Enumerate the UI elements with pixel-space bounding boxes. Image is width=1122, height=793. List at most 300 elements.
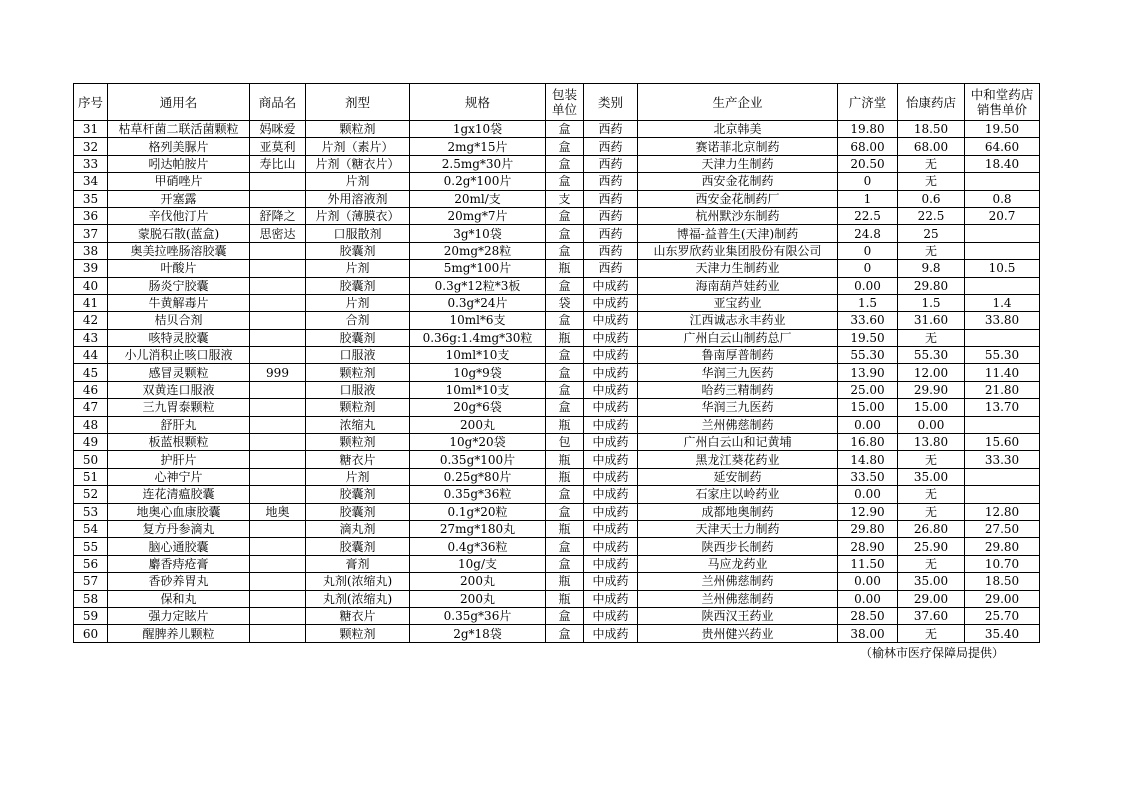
cell-dosage-form: 胶囊剂 (306, 277, 410, 294)
cell-price-zhonghetang: 1.4 (965, 294, 1040, 311)
cell-specification: 0.1g*20粒 (410, 503, 546, 520)
table-row (74, 381, 1040, 398)
cell-price-guangjitang: 1.5 (838, 294, 898, 311)
cell-manufacturer: 赛诺菲北京制药 (638, 138, 838, 155)
cell-category: 中成药 (584, 434, 638, 451)
cell-dosage-form: 糖衣片 (306, 451, 410, 468)
cell-manufacturer: 兰州佛慈制药 (638, 573, 838, 590)
cell-index: 35 (74, 190, 108, 207)
cell-index: 53 (74, 503, 108, 520)
table-row (74, 503, 1040, 520)
cell-dosage-form: 口服散剂 (306, 225, 410, 242)
cell-price-yikang: 15.00 (898, 399, 965, 416)
price-table (73, 83, 1040, 643)
cell-index: 33 (74, 155, 108, 172)
cell-manufacturer: 华润三九医药 (638, 364, 838, 381)
cell-category: 西药 (584, 242, 638, 259)
cell-index: 32 (74, 138, 108, 155)
cell-package-unit: 盒 (546, 555, 584, 572)
cell-category: 中成药 (584, 590, 638, 607)
table-row (74, 538, 1040, 555)
cell-generic-name: 辛伐他汀片 (108, 207, 250, 224)
table-row (74, 520, 1040, 537)
cell-brand-name: 妈咪爱 (250, 121, 306, 138)
cell-index: 49 (74, 434, 108, 451)
cell-brand-name (250, 312, 306, 329)
cell-price-yikang: 无 (898, 503, 965, 520)
cell-price-yikang: 55.30 (898, 347, 965, 364)
cell-category: 西药 (584, 173, 638, 190)
table-row (74, 294, 1040, 311)
cell-manufacturer: 博福-益普生(天津)制药 (638, 225, 838, 242)
cell-price-yikang: 0.6 (898, 190, 965, 207)
cell-package-unit: 瓶 (546, 329, 584, 346)
table-row (74, 607, 1040, 624)
cell-price-guangjitang: 15.00 (838, 399, 898, 416)
table-row (74, 625, 1040, 642)
cell-price-zhonghetang: 29.80 (965, 538, 1040, 555)
cell-price-guangjitang: 28.90 (838, 538, 898, 555)
cell-dosage-form: 片剂 (306, 294, 410, 311)
cell-dosage-form: 胶囊剂 (306, 486, 410, 503)
cell-manufacturer: 哈药三精制药 (638, 381, 838, 398)
cell-generic-name: 牛黄解毒片 (108, 294, 250, 311)
cell-index: 31 (74, 121, 108, 138)
table-row (74, 277, 1040, 294)
cell-generic-name: 桔贝合剂 (108, 312, 250, 329)
cell-price-guangjitang: 28.50 (838, 607, 898, 624)
table-row (74, 312, 1040, 329)
cell-dosage-form: 胶囊剂 (306, 329, 410, 346)
cell-price-guangjitang: 0.00 (838, 277, 898, 294)
cell-price-zhonghetang: 18.40 (965, 155, 1040, 172)
cell-category: 中成药 (584, 294, 638, 311)
table-row (74, 173, 1040, 190)
cell-manufacturer: 海南葫芦娃药业 (638, 277, 838, 294)
header-category: 类别 (584, 84, 638, 121)
cell-price-yikang: 0.00 (898, 416, 965, 433)
cell-specification: 10g*9袋 (410, 364, 546, 381)
table-body (74, 121, 1040, 643)
cell-manufacturer: 贵州健兴药业 (638, 625, 838, 642)
cell-specification: 10g/支 (410, 555, 546, 572)
cell-dosage-form: 口服液 (306, 347, 410, 364)
cell-manufacturer: 天津天士力制药 (638, 520, 838, 537)
cell-package-unit: 盒 (546, 364, 584, 381)
cell-package-unit: 支 (546, 190, 584, 207)
cell-package-unit: 盒 (546, 277, 584, 294)
cell-manufacturer: 天津力生制药 (638, 155, 838, 172)
cell-price-guangjitang: 25.00 (838, 381, 898, 398)
cell-price-zhonghetang (965, 225, 1040, 242)
cell-brand-name: 舒降之 (250, 207, 306, 224)
cell-index: 54 (74, 520, 108, 537)
cell-generic-name: 复方丹参滴丸 (108, 520, 250, 537)
cell-category: 中成药 (584, 520, 638, 537)
cell-dosage-form: 胶囊剂 (306, 503, 410, 520)
cell-specification: 0.25g*80片 (410, 468, 546, 485)
cell-index: 52 (74, 486, 108, 503)
table-row (74, 468, 1040, 485)
cell-index: 56 (74, 555, 108, 572)
cell-brand-name (250, 520, 306, 537)
cell-price-guangjitang: 19.80 (838, 121, 898, 138)
table-row (74, 590, 1040, 607)
cell-price-guangjitang: 22.5 (838, 207, 898, 224)
cell-manufacturer: 亚宝药业 (638, 294, 838, 311)
cell-generic-name: 强力定眩片 (108, 607, 250, 624)
cell-category: 西药 (584, 260, 638, 277)
table-row (74, 225, 1040, 242)
cell-specification: 200丸 (410, 590, 546, 607)
cell-price-zhonghetang (965, 416, 1040, 433)
cell-price-yikang: 68.00 (898, 138, 965, 155)
cell-specification: 0.35g*36片 (410, 607, 546, 624)
cell-dosage-form: 颗粒剂 (306, 625, 410, 642)
cell-generic-name: 保和丸 (108, 590, 250, 607)
cell-index: 40 (74, 277, 108, 294)
cell-manufacturer: 广州白云山制药总厂 (638, 329, 838, 346)
cell-price-yikang: 22.5 (898, 207, 965, 224)
cell-dosage-form: 片剂 (306, 260, 410, 277)
cell-specification: 20mg*28粒 (410, 242, 546, 259)
cell-package-unit: 瓶 (546, 590, 584, 607)
cell-manufacturer: 西安金花制药 (638, 173, 838, 190)
cell-specification: 10ml*10支 (410, 347, 546, 364)
cell-package-unit: 盒 (546, 225, 584, 242)
cell-generic-name: 板蓝根颗粒 (108, 434, 250, 451)
cell-package-unit: 盒 (546, 381, 584, 398)
cell-price-yikang: 无 (898, 451, 965, 468)
cell-category: 西药 (584, 190, 638, 207)
cell-price-yikang: 25 (898, 225, 965, 242)
cell-price-guangjitang: 0 (838, 242, 898, 259)
cell-price-guangjitang: 33.60 (838, 312, 898, 329)
cell-category: 西药 (584, 155, 638, 172)
cell-brand-name (250, 590, 306, 607)
cell-dosage-form: 膏剂 (306, 555, 410, 572)
cell-index: 55 (74, 538, 108, 555)
cell-package-unit: 瓶 (546, 416, 584, 433)
cell-dosage-form: 片剂（素片） (306, 138, 410, 155)
cell-category: 中成药 (584, 573, 638, 590)
cell-generic-name: 奥美拉唑肠溶胶囊 (108, 242, 250, 259)
cell-price-yikang: 无 (898, 242, 965, 259)
cell-manufacturer: 陕西汉王药业 (638, 607, 838, 624)
cell-price-zhonghetang (965, 173, 1040, 190)
table-row (74, 434, 1040, 451)
cell-index: 51 (74, 468, 108, 485)
cell-price-zhonghetang (965, 242, 1040, 259)
cell-dosage-form: 颗粒剂 (306, 399, 410, 416)
cell-dosage-form: 片剂（糖衣片） (306, 155, 410, 172)
cell-brand-name (250, 381, 306, 398)
cell-generic-name: 蒙脱石散(蓝盒) (108, 225, 250, 242)
cell-specification: 200丸 (410, 416, 546, 433)
cell-brand-name: 思密达 (250, 225, 306, 242)
cell-brand-name (250, 347, 306, 364)
cell-package-unit: 瓶 (546, 468, 584, 485)
cell-package-unit: 盒 (546, 538, 584, 555)
cell-generic-name: 吲达帕胺片 (108, 155, 250, 172)
cell-generic-name: 感冒灵颗粒 (108, 364, 250, 381)
cell-price-zhonghetang: 11.40 (965, 364, 1040, 381)
cell-price-guangjitang: 16.80 (838, 434, 898, 451)
cell-generic-name: 醒脾养儿颗粒 (108, 625, 250, 642)
cell-package-unit: 盒 (546, 121, 584, 138)
cell-brand-name (250, 468, 306, 485)
cell-price-zhonghetang: 12.80 (965, 503, 1040, 520)
cell-dosage-form: 颗粒剂 (306, 434, 410, 451)
table-row (74, 121, 1040, 138)
cell-price-guangjitang: 0.00 (838, 590, 898, 607)
cell-dosage-form: 滴丸剂 (306, 520, 410, 537)
cell-price-guangjitang: 0 (838, 173, 898, 190)
cell-specification: 10ml*10支 (410, 381, 546, 398)
cell-index: 47 (74, 399, 108, 416)
cell-price-yikang: 35.00 (898, 573, 965, 590)
cell-package-unit: 盒 (546, 138, 584, 155)
cell-specification: 0.36g:1.4mg*30粒 (410, 329, 546, 346)
cell-price-guangjitang: 33.50 (838, 468, 898, 485)
cell-specification: 0.2g*100片 (410, 173, 546, 190)
cell-dosage-form: 浓缩丸 (306, 416, 410, 433)
cell-price-guangjitang: 1 (838, 190, 898, 207)
cell-brand-name (250, 555, 306, 572)
cell-price-zhonghetang: 35.40 (965, 625, 1040, 642)
table-row (74, 555, 1040, 572)
cell-specification: 0.4g*36粒 (410, 538, 546, 555)
cell-package-unit: 盒 (546, 607, 584, 624)
cell-price-zhonghetang: 55.30 (965, 347, 1040, 364)
cell-category: 中成药 (584, 468, 638, 485)
cell-generic-name: 心神宁片 (108, 468, 250, 485)
cell-price-guangjitang: 0.00 (838, 416, 898, 433)
cell-index: 34 (74, 173, 108, 190)
cell-dosage-form: 外用溶液剂 (306, 190, 410, 207)
cell-category: 中成药 (584, 451, 638, 468)
table-row (74, 347, 1040, 364)
cell-dosage-form: 口服液 (306, 381, 410, 398)
cell-generic-name: 连花清瘟胶囊 (108, 486, 250, 503)
cell-category: 中成药 (584, 277, 638, 294)
cell-brand-name: 寿比山 (250, 155, 306, 172)
cell-price-zhonghetang (965, 468, 1040, 485)
cell-price-yikang: 无 (898, 173, 965, 190)
cell-generic-name: 三九胃泰颗粒 (108, 399, 250, 416)
cell-manufacturer: 杭州默沙东制药 (638, 207, 838, 224)
header-price-guangjitang: 广济堂 (838, 84, 898, 121)
cell-specification: 20mg*7片 (410, 207, 546, 224)
cell-package-unit: 盒 (546, 155, 584, 172)
cell-price-yikang: 29.80 (898, 277, 965, 294)
cell-manufacturer: 江西诚志永丰药业 (638, 312, 838, 329)
cell-brand-name (250, 451, 306, 468)
header-index: 序号 (74, 84, 108, 121)
cell-generic-name: 舒肝丸 (108, 416, 250, 433)
cell-price-guangjitang: 0.00 (838, 573, 898, 590)
cell-price-guangjitang: 13.90 (838, 364, 898, 381)
cell-brand-name (250, 242, 306, 259)
cell-index: 44 (74, 347, 108, 364)
cell-category: 中成药 (584, 503, 638, 520)
cell-price-yikang: 37.60 (898, 607, 965, 624)
cell-price-zhonghetang (965, 486, 1040, 503)
cell-brand-name (250, 173, 306, 190)
table-row (74, 260, 1040, 277)
table-row (74, 399, 1040, 416)
cell-generic-name: 小儿消积止咳口服液 (108, 347, 250, 364)
cell-generic-name: 脑心通胶囊 (108, 538, 250, 555)
cell-price-guangjitang: 14.80 (838, 451, 898, 468)
cell-price-zhonghetang: 29.00 (965, 590, 1040, 607)
cell-price-yikang: 无 (898, 555, 965, 572)
table-row (74, 138, 1040, 155)
cell-package-unit: 包 (546, 434, 584, 451)
cell-dosage-form: 丸剂(浓缩丸) (306, 573, 410, 590)
cell-price-zhonghetang: 33.80 (965, 312, 1040, 329)
cell-price-guangjitang: 20.50 (838, 155, 898, 172)
cell-price-yikang: 无 (898, 625, 965, 642)
cell-price-zhonghetang: 0.8 (965, 190, 1040, 207)
cell-price-zhonghetang: 10.70 (965, 555, 1040, 572)
table-row (74, 416, 1040, 433)
cell-category: 中成药 (584, 607, 638, 624)
cell-category: 西药 (584, 121, 638, 138)
cell-package-unit: 瓶 (546, 260, 584, 277)
cell-specification: 10g*20袋 (410, 434, 546, 451)
table-row (74, 242, 1040, 259)
cell-price-yikang: 35.00 (898, 468, 965, 485)
table-row (74, 207, 1040, 224)
cell-index: 45 (74, 364, 108, 381)
cell-brand-name (250, 573, 306, 590)
header-row (74, 84, 1040, 121)
cell-category: 西药 (584, 225, 638, 242)
cell-dosage-form: 胶囊剂 (306, 242, 410, 259)
cell-category: 中成药 (584, 625, 638, 642)
header-manufacturer: 生产企业 (638, 84, 838, 121)
cell-price-guangjitang: 0.00 (838, 486, 898, 503)
cell-category: 中成药 (584, 347, 638, 364)
cell-manufacturer: 北京韩美 (638, 121, 838, 138)
cell-package-unit: 盒 (546, 242, 584, 259)
cell-generic-name: 枯草杆菌二联活菌颗粒 (108, 121, 250, 138)
cell-category: 中成药 (584, 555, 638, 572)
cell-specification: 2g*18袋 (410, 625, 546, 642)
cell-brand-name (250, 607, 306, 624)
cell-price-zhonghetang: 10.5 (965, 260, 1040, 277)
header-brand-name: 商品名 (250, 84, 306, 121)
table-row (74, 364, 1040, 381)
table-row (74, 329, 1040, 346)
cell-category: 中成药 (584, 329, 638, 346)
cell-manufacturer: 黑龙江葵花药业 (638, 451, 838, 468)
cell-index: 41 (74, 294, 108, 311)
cell-brand-name: 地奥 (250, 503, 306, 520)
cell-price-zhonghetang: 64.60 (965, 138, 1040, 155)
cell-index: 59 (74, 607, 108, 624)
cell-price-guangjitang: 11.50 (838, 555, 898, 572)
cell-package-unit: 盒 (546, 173, 584, 190)
cell-price-yikang: 13.80 (898, 434, 965, 451)
cell-price-guangjitang: 55.30 (838, 347, 898, 364)
cell-price-zhonghetang: 33.30 (965, 451, 1040, 468)
cell-price-zhonghetang: 15.60 (965, 434, 1040, 451)
cell-category: 中成药 (584, 399, 638, 416)
cell-generic-name: 肠炎宁胶囊 (108, 277, 250, 294)
cell-specification: 1gx10袋 (410, 121, 546, 138)
cell-manufacturer: 山东罗欣药业集团股份有限公司 (638, 242, 838, 259)
cell-price-yikang: 29.00 (898, 590, 965, 607)
header-specification: 规格 (410, 84, 546, 121)
cell-category: 西药 (584, 138, 638, 155)
cell-package-unit: 瓶 (546, 451, 584, 468)
cell-price-yikang: 29.90 (898, 381, 965, 398)
cell-brand-name (250, 486, 306, 503)
cell-package-unit: 瓶 (546, 573, 584, 590)
source-note: （榆林市医疗保障局提供） (860, 646, 1005, 660)
cell-price-yikang: 无 (898, 329, 965, 346)
cell-package-unit: 盒 (546, 399, 584, 416)
cell-price-yikang: 9.8 (898, 260, 965, 277)
cell-package-unit: 盒 (546, 625, 584, 642)
cell-dosage-form: 糖衣片 (306, 607, 410, 624)
cell-manufacturer: 鲁南厚普制药 (638, 347, 838, 364)
cell-package-unit: 盒 (546, 312, 584, 329)
cell-brand-name: 亚莫利 (250, 138, 306, 155)
cell-manufacturer: 成都地奥制药 (638, 503, 838, 520)
cell-generic-name: 护肝片 (108, 451, 250, 468)
cell-package-unit: 盒 (546, 503, 584, 520)
cell-price-yikang: 1.5 (898, 294, 965, 311)
cell-price-yikang: 无 (898, 155, 965, 172)
table-row (74, 451, 1040, 468)
cell-package-unit: 瓶 (546, 520, 584, 537)
cell-dosage-form: 丸剂(浓缩丸) (306, 590, 410, 607)
cell-specification: 2mg*15片 (410, 138, 546, 155)
cell-index: 48 (74, 416, 108, 433)
cell-price-zhonghetang: 13.70 (965, 399, 1040, 416)
cell-price-guangjitang: 24.8 (838, 225, 898, 242)
cell-price-guangjitang: 12.90 (838, 503, 898, 520)
cell-brand-name: 999 (250, 364, 306, 381)
cell-brand-name (250, 277, 306, 294)
cell-category: 中成药 (584, 416, 638, 433)
header-dosage-form: 剂型 (306, 84, 410, 121)
cell-generic-name: 双黄连口服液 (108, 381, 250, 398)
cell-generic-name: 麝香痔疮膏 (108, 555, 250, 572)
cell-dosage-form: 合剂 (306, 312, 410, 329)
cell-category: 中成药 (584, 381, 638, 398)
cell-specification: 20g*6袋 (410, 399, 546, 416)
cell-index: 57 (74, 573, 108, 590)
cell-index: 58 (74, 590, 108, 607)
cell-index: 37 (74, 225, 108, 242)
cell-brand-name (250, 190, 306, 207)
cell-price-yikang: 31.60 (898, 312, 965, 329)
cell-specification: 2.5mg*30片 (410, 155, 546, 172)
cell-package-unit: 盒 (546, 207, 584, 224)
cell-specification: 0.35g*36粒 (410, 486, 546, 503)
cell-generic-name: 格列美脲片 (108, 138, 250, 155)
table-row (74, 573, 1040, 590)
cell-specification: 0.3g*24片 (410, 294, 546, 311)
table-row (74, 155, 1040, 172)
cell-brand-name (250, 329, 306, 346)
cell-index: 60 (74, 625, 108, 642)
cell-specification: 3g*10袋 (410, 225, 546, 242)
